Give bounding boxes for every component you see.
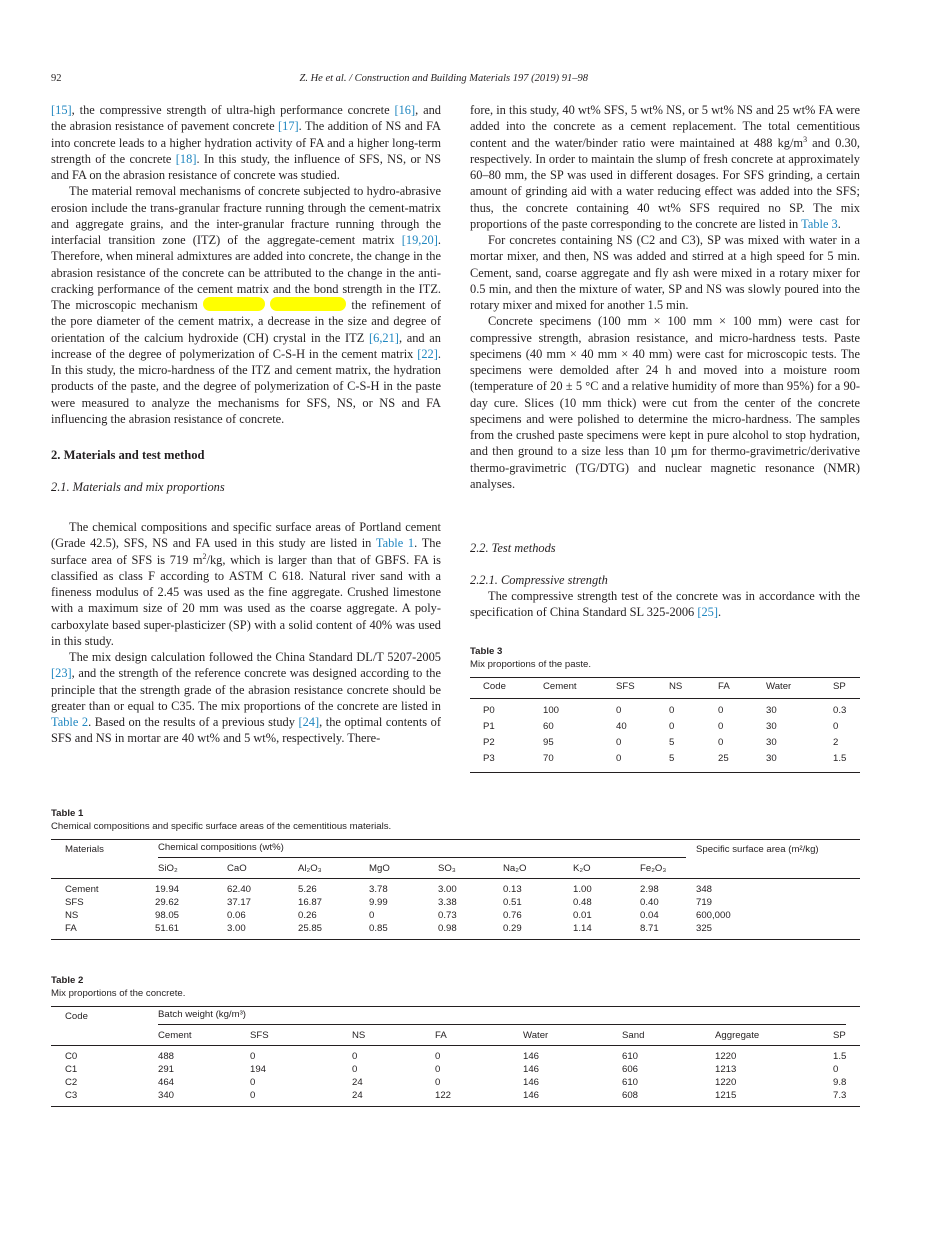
table-cell: 291: [158, 1063, 175, 1075]
table-cell: P0: [483, 704, 495, 716]
text-run: , the optimal contents of SFS and NS in mortar are 40 wt% and 5 wt%, respectively. There-: [51, 715, 441, 746]
table-cell: 95: [543, 737, 554, 748]
table-cell: 98.05: [155, 909, 180, 921]
table-cell: 146: [523, 1050, 540, 1062]
table-cell: 25.85: [298, 922, 323, 934]
table-cell: SFS: [65, 896, 84, 908]
citation-link[interactable]: [22]: [417, 346, 438, 361]
table-cell: 0.3: [833, 704, 847, 716]
text-run: . Based on the results of a previous study: [88, 715, 299, 729]
table-cell: 719: [696, 896, 713, 908]
table-cell: P1: [483, 720, 495, 732]
text-run: The chemical compositions and specific surface areas of Portland cement (Grade 42.5), SFS, NS and FA used in this study are listed in: [51, 520, 441, 551]
section-heading: 2. Materials and test method: [51, 448, 205, 462]
column-header: Cement: [158, 1030, 192, 1041]
table-cell: 0: [352, 1063, 358, 1075]
table-cell: 0.29: [503, 922, 522, 934]
table-cell: 1.5: [833, 1050, 847, 1062]
table-row: [51, 1063, 860, 1076]
table-cell: 1.14: [573, 922, 592, 934]
table-cell: 30: [766, 720, 777, 732]
page-number: 92: [51, 73, 62, 84]
column-header: SP: [833, 1030, 846, 1041]
column-header: SFS: [616, 677, 669, 698]
citation-link[interactable]: [24]: [298, 715, 320, 729]
citation-link[interactable]: Table 1: [375, 536, 415, 551]
table-row: [51, 1089, 860, 1107]
table-cell: 5.26: [298, 883, 317, 895]
table-row: [51, 896, 860, 909]
table-label: Table 2: [51, 974, 84, 986]
paragraph: [51, 183, 441, 427]
table-row: [470, 719, 860, 735]
table3-caption: [470, 645, 860, 671]
table2-caption: [51, 974, 860, 1000]
text-run: Concrete specimens (100 mm × 100 mm × 100 mm) were cast for compressive strength, abrasion resistance, and micro-hardness tests. Paste specimens (40 mm × 40 mm × 40 mm) were cast for microscopic tests. The specimens were demolded after 24 h and moved into a moisture room (temperature of 20 ± 5 °C and a relative humidity of more than 95%) for a 90-day cure. Slices (10 mm thick) were cut from the center of the concrete specimens and were polished to determine the micro-hardness. The samples from the crushed paste specimens were kept in pure alcohol to stop hydration, and then ground to a size less than 10 µm for thermo-gravimetric/derivative thermo-gravimetric (TG/DTG) and nuclear magnetic resonance (NMR) analyses.: [470, 314, 860, 491]
paragraph: [470, 232, 860, 313]
table-cell: 30: [766, 704, 777, 716]
citation-link[interactable]: [15]: [51, 103, 72, 117]
column-header: CaO: [227, 863, 247, 874]
table-cell: 0.51: [503, 896, 522, 908]
table-cell: 0: [616, 753, 622, 765]
table-caption: Chemical compositions and specific surface areas of the cementitious materials.: [51, 820, 392, 832]
table-cell: 0.40: [640, 896, 659, 908]
table-cell: 8.71: [640, 922, 659, 934]
table1-block: [51, 807, 860, 940]
column-header: NS: [352, 1030, 366, 1041]
table2: [51, 1006, 860, 1107]
text-run: . In this study, the micro-hardness of the ITZ and cement matrix, the hydration products of the paste, and the degree of polymerization of C-S-H in the paste were measured to analyze the mechanisms for SFS, NS, or NS and FA influencing the abrasion resistance of concrete.: [51, 346, 441, 426]
text-run: . Therefore, when mineral admixtures are added into concrete, the change in the abrasion resistance of the concrete can be attributed to the change in the anti-cracking performance of the cement matrix and the bond strength in the ITZ. The microscopic mechanism: [51, 233, 441, 312]
table-cell: 9.99: [369, 896, 388, 908]
column-header: Water: [523, 1030, 549, 1041]
highlight-mark: [203, 297, 265, 311]
text-run: . In this study, the influence of SFS, NS, or NS and FA on the abrasion resistance of concrete was studied.: [51, 151, 441, 182]
table-cell: 0: [352, 1050, 358, 1062]
table-cell: 0: [435, 1063, 441, 1075]
table-cell: 62.40: [227, 883, 252, 895]
table-cell: 606: [622, 1063, 639, 1075]
table-cell: 2: [833, 737, 839, 748]
citation-link[interactable]: [25]: [697, 605, 719, 620]
citation-link[interactable]: [18]: [175, 151, 197, 166]
table-cell: 3.78: [369, 883, 388, 895]
table-cell: 464: [158, 1076, 175, 1088]
table-cell: 51.61: [155, 922, 180, 934]
table-row: [51, 1045, 860, 1063]
paragraph: [51, 649, 441, 747]
spacer: [696, 860, 860, 879]
table-cell: 348: [696, 883, 713, 895]
right-column: [470, 102, 860, 773]
column-header: SO₃: [438, 863, 456, 874]
table-cell: 0: [833, 1063, 839, 1075]
citation-link[interactable]: [23]: [51, 666, 72, 681]
subsubsection-heading: 2.2.1. Compressive strength: [470, 573, 608, 587]
table-cell: 0: [250, 1076, 256, 1088]
table-cell: 146: [523, 1076, 540, 1088]
table-cell: 0: [669, 704, 675, 716]
table-cell: 1.5: [833, 753, 847, 765]
table-cell: C1: [65, 1063, 78, 1075]
table-row: [51, 878, 860, 896]
paragraph: [470, 102, 860, 232]
table-cell: C3: [65, 1089, 78, 1101]
table-cell: 30: [766, 753, 777, 765]
column-header: Na₂O: [503, 863, 527, 874]
table-cell: 1.00: [573, 883, 592, 895]
paragraph: [51, 519, 441, 649]
table-cell: 0.76: [503, 909, 522, 921]
text-run: The material removal mechanisms of concrete subjected to hydro-abrasive erosion include the trans-granular fracture running through the cement-matrix and aggregate grains, and the inter-granular fracture running through the interfacial transition zone (ITZ) of the aggregate-cement matrix: [51, 184, 441, 247]
table-cell: 0: [718, 720, 724, 732]
column-header: SiO₂: [158, 863, 178, 874]
text-run: .: [718, 605, 722, 620]
citation-link[interactable]: [16]: [394, 103, 416, 117]
table-cell: 5: [669, 737, 675, 748]
table-cell: C0: [65, 1050, 78, 1062]
table-cell: 0: [833, 720, 839, 732]
table-cell: 0.98: [438, 922, 457, 934]
two-column-body: [51, 102, 860, 773]
group-label: Chemical compositions (wt%): [158, 842, 686, 858]
superscript: 3: [803, 134, 808, 144]
left-column: [51, 102, 441, 747]
column-header: Code: [470, 677, 543, 698]
running-header: [51, 72, 860, 86]
table-cell: 3.38: [438, 896, 457, 908]
column-header: SP: [833, 677, 860, 698]
text-run: fore, in this study, 40 wt% SFS, 5 wt% NS, or 5 wt% NS and 25 wt% FA were added into the concrete as a cement replacement. The total cementitious content and the water/binder ratio were maintained at 488 kg/m: [470, 103, 860, 150]
text-run: and 0.30, respectively. In order to maintain the slump of fresh concrete at approximately 60–80 mm, the SP was used in different dosages. For SFS grinding, a certain amount of grinding aid with a water reducing effect was added into the SFS; thus, the concrete containing 40 wt% SFS required no SP. The mix proportions of the paste corresponding to the concrete are listed in: [470, 135, 860, 231]
table-cell: 608: [622, 1089, 639, 1101]
table-caption: Mix proportions of the concrete.: [51, 987, 186, 999]
column-header: Aggregate: [715, 1030, 760, 1041]
column-header: Code: [65, 1011, 88, 1022]
text-run: /kg, which is larger than that of GBFS. FA is classified as class F according to ASTM C 618. Natural river sand with a fineness modulus of 2.45 was used as the fine aggregate. Crushed limestone with a maximum size of 20 mm was used as the coarse aggregate. A poly-carboxylate based super-plasticizer (SP) with a solid content of 40% was used in this study.: [51, 552, 441, 648]
table-cell: 0.06: [227, 909, 246, 921]
table-label: Table 3: [470, 645, 503, 657]
table-cell: 146: [523, 1089, 540, 1101]
table-cell: 100: [543, 704, 560, 716]
column-group-header: [158, 1006, 860, 1027]
text-run: .: [837, 216, 841, 231]
table-cell: P3: [483, 753, 495, 765]
paragraph: [51, 102, 441, 183]
table-cell: 0: [250, 1089, 256, 1101]
table-label: Table 1: [51, 807, 84, 819]
table-cell: 3.00: [438, 883, 457, 895]
table-row: [51, 909, 860, 922]
table-cell: 0: [669, 720, 675, 732]
paragraph: [470, 313, 860, 492]
table-cell: 60: [543, 720, 554, 732]
citation-link[interactable]: [6,21]: [369, 330, 399, 345]
subsection-heading: 2.1. Materials and mix proportions: [51, 480, 225, 494]
text-run: , the compressive strength of ultra-high performance concrete: [71, 103, 395, 117]
table-cell: P2: [483, 737, 495, 748]
text-run: The compressive strength test of the concrete was in accordance with the specification of China Standard SL 325-2006: [470, 589, 860, 620]
column-header: K₂O: [573, 863, 591, 874]
table3-block: [470, 645, 860, 773]
column-header: SFS: [250, 1030, 269, 1041]
column-header: FA: [435, 1030, 447, 1041]
spacer: [51, 1027, 158, 1046]
column-header: Al₂O₃: [298, 863, 322, 874]
table-row: [51, 922, 860, 940]
table-row: [470, 751, 860, 772]
table-cell: 29.62: [155, 896, 180, 908]
table-cell: 0.01: [573, 909, 592, 921]
table-cell: 0: [616, 737, 622, 748]
table-cell: 0.04: [640, 909, 659, 921]
table-cell: 1220: [715, 1050, 737, 1062]
citation-link[interactable]: [19,20]: [401, 233, 438, 247]
column-header: MgO: [369, 863, 390, 874]
table-cell: 0.85: [369, 922, 388, 934]
subsection-heading: 2.2. Test methods: [470, 541, 556, 555]
table-cell: 19.94: [155, 883, 180, 895]
table3: [470, 677, 860, 773]
table-cell: 0.13: [503, 883, 522, 895]
column-header: NS: [669, 677, 718, 698]
table-cell: 0: [250, 1050, 256, 1062]
spacer: [51, 860, 155, 879]
table-cell: 37.17: [227, 896, 252, 908]
column-header: Sand: [622, 1030, 645, 1041]
table1: [51, 839, 860, 940]
text-run: , and the abrasion resistance of pavement concrete: [51, 103, 441, 134]
table-cell: 0: [435, 1076, 441, 1088]
table-cell: 0: [616, 704, 622, 716]
table-cell: 24: [352, 1089, 363, 1101]
table-cell: 325: [696, 922, 713, 934]
table-caption: Mix proportions of the paste.: [470, 658, 592, 670]
column-header: Materials: [65, 844, 104, 855]
table-cell: 1220: [715, 1076, 737, 1088]
table-cell: NS: [65, 909, 79, 921]
text-run: . The surface area of SFS is 719 m: [51, 536, 441, 567]
table-cell: 488: [158, 1050, 175, 1062]
table-cell: 610: [622, 1050, 639, 1062]
table-cell: 0: [718, 737, 724, 748]
group-label: Batch weight (kg/m³): [158, 1009, 846, 1025]
highlight-mark: [270, 297, 346, 311]
table-cell: 24: [352, 1076, 363, 1088]
citation-link[interactable]: [17]: [278, 119, 299, 134]
running-title: Z. He et al. / Construction and Building Materials 197 (2019) 91–98: [299, 73, 588, 84]
text-run: For concretes containing NS (C2 and C3), SP was mixed with water in a mortar mixer, and then, NS was added and stirred at a high speed for 5 min. Cement, sand, coarse aggregate and fly ash were mixed in a rotary mixer for 0.5 min, and then the mixture of water, SP and NS was slowly poured into the rotary mixer and mixed for another 1.5 min.: [470, 233, 860, 312]
table-cell: 2.98: [640, 883, 659, 895]
table-cell: 7.3: [833, 1089, 847, 1101]
table-cell: 0.26: [298, 909, 317, 921]
table-cell: C2: [65, 1076, 78, 1088]
text-run: , and the strength of the reference concrete was designed according to the principle that the strength grade of the abrasion resistance concrete should be greater than or equal to C35. The mix proportions of the concrete are listed in: [51, 666, 441, 713]
text-run: . The addition of NS and FA into concrete leads to a higher hydration activity of FA and a higher long-term strength of the concrete: [51, 119, 441, 166]
column-header: Fe₂O₃: [640, 863, 667, 874]
table-cell: Cement: [65, 883, 99, 895]
table-cell: 40: [616, 720, 627, 732]
table-cell: 0: [369, 909, 375, 921]
column-header: Cement: [543, 677, 616, 698]
column-group-header: [155, 839, 696, 860]
table-row: [51, 1076, 860, 1089]
table-cell: 1213: [715, 1063, 737, 1075]
table-cell: 70: [543, 753, 554, 765]
table-cell: 600,000: [696, 909, 731, 921]
table-cell: 146: [523, 1063, 540, 1075]
citation-link[interactable]: Table 3: [801, 216, 838, 231]
table-cell: 30: [766, 737, 777, 748]
table-cell: 25: [718, 753, 729, 765]
table-cell: 340: [158, 1089, 175, 1101]
column-header: Specific surface area (m²/kg): [696, 844, 819, 855]
table-cell: 194: [250, 1063, 267, 1075]
table-cell: 3.00: [227, 922, 246, 934]
column-header: FA: [718, 677, 766, 698]
table1-caption: [51, 807, 860, 833]
table-cell: 0.73: [438, 909, 457, 921]
table-cell: 122: [435, 1089, 452, 1101]
citation-link[interactable]: Table 2: [51, 715, 89, 729]
table2-block: [51, 974, 860, 1107]
table-cell: FA: [65, 922, 77, 934]
table-row: [470, 698, 860, 719]
table-row: [470, 735, 860, 751]
paragraph: [470, 588, 860, 621]
table-cell: 9.8: [833, 1076, 847, 1088]
text-run: , and an increase of the degree of polymerization of C-S-H in the cement matrix: [51, 330, 441, 361]
superscript: 2: [202, 551, 207, 561]
table-cell: 0.48: [573, 896, 592, 908]
table-cell: 1215: [715, 1089, 737, 1101]
text-run: The mix design calculation followed the China Standard DL/T 5207-2005: [69, 650, 441, 664]
table-cell: 610: [622, 1076, 639, 1088]
column-header: Water: [766, 677, 833, 698]
text-run: the refinement of the pore diameter of the cement matrix, a decrease in the size and degree of orientation of the calcium hydroxide (CH) crystal in the ITZ: [51, 298, 441, 345]
table-cell: 0: [435, 1050, 441, 1062]
table-cell: 16.87: [298, 896, 323, 908]
table-cell: 0: [718, 704, 724, 716]
table-cell: 5: [669, 753, 675, 765]
